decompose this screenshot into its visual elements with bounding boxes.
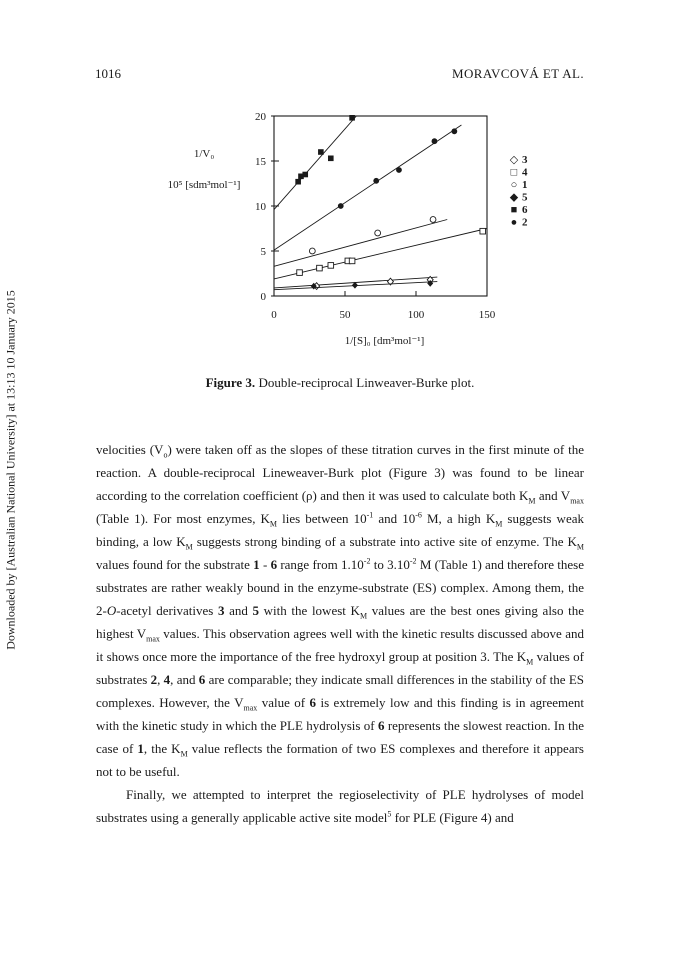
data-point-open-square: [480, 228, 486, 234]
text-run: M: [180, 749, 188, 759]
y-axis-label-line1: 1/V₀: [193, 148, 215, 160]
text-run: M: [495, 519, 503, 529]
text-run: for PLE (Figure 4) and: [391, 810, 514, 825]
data-point-circle: [373, 178, 379, 184]
data-point-circle: [396, 167, 402, 173]
data-point-open-circle: [309, 248, 315, 254]
text-run: M, a high K: [421, 511, 496, 526]
data-point-square: [318, 149, 324, 155]
fit-line-series-4: [274, 229, 487, 279]
text-run: Finally, we attempted to interpret the regioselectivity of PLE hydrolyses of model substrates using a generally applicable active site model: [96, 787, 584, 825]
text-run: -1: [366, 510, 374, 520]
text-run: 6: [377, 718, 385, 733]
text-run: M: [526, 657, 534, 667]
text-run: , and: [170, 672, 199, 687]
legend-label: 5: [522, 191, 528, 204]
text-run: and V: [535, 488, 571, 503]
text-run: value reflects the formation of two ES complexes and therefore it appears not to be useful.: [96, 741, 584, 779]
text-run: values are the best ones giving also the highest V: [96, 603, 585, 641]
x-tick-label: 150: [478, 309, 496, 321]
plot-frame: [274, 116, 487, 296]
text-run: 3: [217, 603, 225, 618]
text-run: -: [259, 557, 271, 572]
x-tick-label: 0: [271, 309, 277, 321]
legend-label: 6: [522, 204, 528, 216]
text-run: -6: [415, 510, 422, 520]
data-point-open-square: [297, 270, 303, 276]
text-run: -2: [363, 556, 371, 566]
figure-caption-label: Figure 3.: [205, 375, 256, 390]
text-run: is extremely low and this finding is in agreement with the kinetic study in which the PLE hydrolysis of: [96, 695, 584, 733]
text-run: o: [163, 450, 168, 460]
body-paragraph-2: [96, 783, 584, 829]
data-point-circle: [432, 138, 438, 144]
data-point-square: [295, 179, 301, 185]
text-run: represents the slowest reaction. In the case of: [96, 718, 584, 756]
x-tick-label: 100: [407, 309, 425, 321]
data-point-circle: [451, 128, 457, 134]
text-run: M: [269, 519, 278, 529]
y-tick-label: 10: [255, 201, 266, 213]
legend-marker: ●: [510, 216, 518, 229]
x-axis-label: 1/[S]₀ [dm³mol⁻¹]: [344, 335, 425, 347]
text-run: with the lowest K: [259, 603, 360, 618]
figure-caption-text: Double-reciprocal Linweaver-Burke plot.: [258, 375, 475, 390]
data-point-open-square: [349, 258, 355, 264]
text-run: 6: [309, 695, 317, 710]
running-head: MORAVCOVÁ ET AL.: [452, 66, 584, 81]
y-tick-label: 5: [260, 246, 266, 258]
text-run: max: [243, 703, 258, 713]
text-run: -2: [409, 556, 417, 566]
text-run: values of substrates: [96, 649, 584, 687]
data-point-square: [328, 156, 334, 162]
data-point-open-square: [328, 263, 334, 269]
text-run: velocities (V: [96, 442, 164, 457]
legend-label: 1: [522, 179, 528, 191]
text-run: 5: [252, 603, 260, 618]
text-run: 6: [270, 557, 278, 572]
text-run: , the K: [143, 741, 181, 756]
text-run: to 3.10: [370, 557, 410, 572]
text-run: 6: [198, 672, 206, 687]
data-point-open-square: [317, 265, 323, 271]
data-point-circle: [338, 203, 344, 209]
fit-line-series-1: [274, 220, 447, 267]
text-run: are comparable; they indicate small differences in the stability of the ES complexes. However, the V: [96, 672, 584, 710]
legend-label: 4: [522, 166, 528, 179]
text-run: suggests strong binding of a substrate into active site of enzyme. The K: [192, 534, 577, 549]
text-run: suggests weak binding, a low K: [96, 511, 584, 549]
article-body: [96, 438, 584, 829]
text-run: values. This observation agrees well with the kinetic results discussed above and it shows once more the importance of the free hydroxyl group at position 3. The K: [96, 626, 584, 664]
text-run: max: [570, 496, 584, 506]
text-run: M: [576, 542, 584, 552]
body-paragraph-1: [96, 438, 584, 783]
text-run: range from 1.10: [277, 557, 364, 572]
legend-label: 3: [522, 154, 528, 166]
text-run: -acetyl derivatives: [116, 603, 218, 618]
text-run: 1: [253, 557, 260, 572]
text-run: 2: [150, 672, 158, 687]
y-tick-label: 20: [255, 111, 266, 123]
fit-line-series-6: [274, 116, 356, 210]
text-run: M: [528, 496, 536, 506]
text-run: lies between 10: [277, 511, 367, 526]
text-run: ,: [157, 672, 164, 687]
legend-label: 2: [522, 216, 528, 229]
data-point-open-circle: [430, 217, 436, 223]
text-run: O: [106, 603, 117, 618]
x-tick-label: 50: [339, 309, 351, 321]
figure-caption: [0, 375, 680, 391]
text-run: (Table 1). For most enzymes, K: [96, 511, 270, 526]
legend-marker: □: [510, 166, 518, 179]
text-run: M (Table 1) and therefore these substrates are rather weakly bound in the enzyme-substrate (ES) complex. Among them, the 2-: [96, 557, 584, 618]
data-point-square: [349, 115, 355, 121]
text-run: value of: [257, 695, 310, 710]
legend-marker: ○: [510, 179, 518, 191]
text-run: and: [224, 603, 253, 618]
download-watermark-text: Downloaded by [Australian National University] at 13:13 10 January 2015: [3, 290, 18, 650]
legend-marker: ◇: [509, 154, 519, 166]
y-tick-label: 15: [255, 156, 266, 168]
data-point-square: [302, 172, 308, 178]
text-run: values found for the substrate: [96, 557, 254, 572]
lineweaver-burk-chart: [0, 0, 680, 380]
y-tick-label: 0: [260, 291, 266, 303]
text-run: M: [185, 542, 193, 552]
text-run: and 10: [373, 511, 416, 526]
text-run: ) were taken off as the slopes of these titration curves in the first minute of the reaction. A double-reciprocal Lineweaver-Burk plot (Figure 3) was found to be linear according to the correlation coefficient (ρ) and then it was used to calculate both K: [96, 442, 584, 503]
text-run: 1: [137, 741, 144, 756]
legend-marker: ◆: [509, 191, 519, 204]
text-run: M: [359, 611, 368, 621]
text-run: 4: [163, 672, 171, 687]
page-number: 1016: [95, 66, 121, 81]
text-run: max: [146, 634, 160, 644]
text-run: 5: [387, 809, 392, 819]
y-axis-label-line2: 10⁵ [sdm³mol⁻¹]: [167, 179, 241, 191]
data-point-open-circle: [375, 230, 381, 236]
legend-marker: ■: [510, 204, 518, 216]
